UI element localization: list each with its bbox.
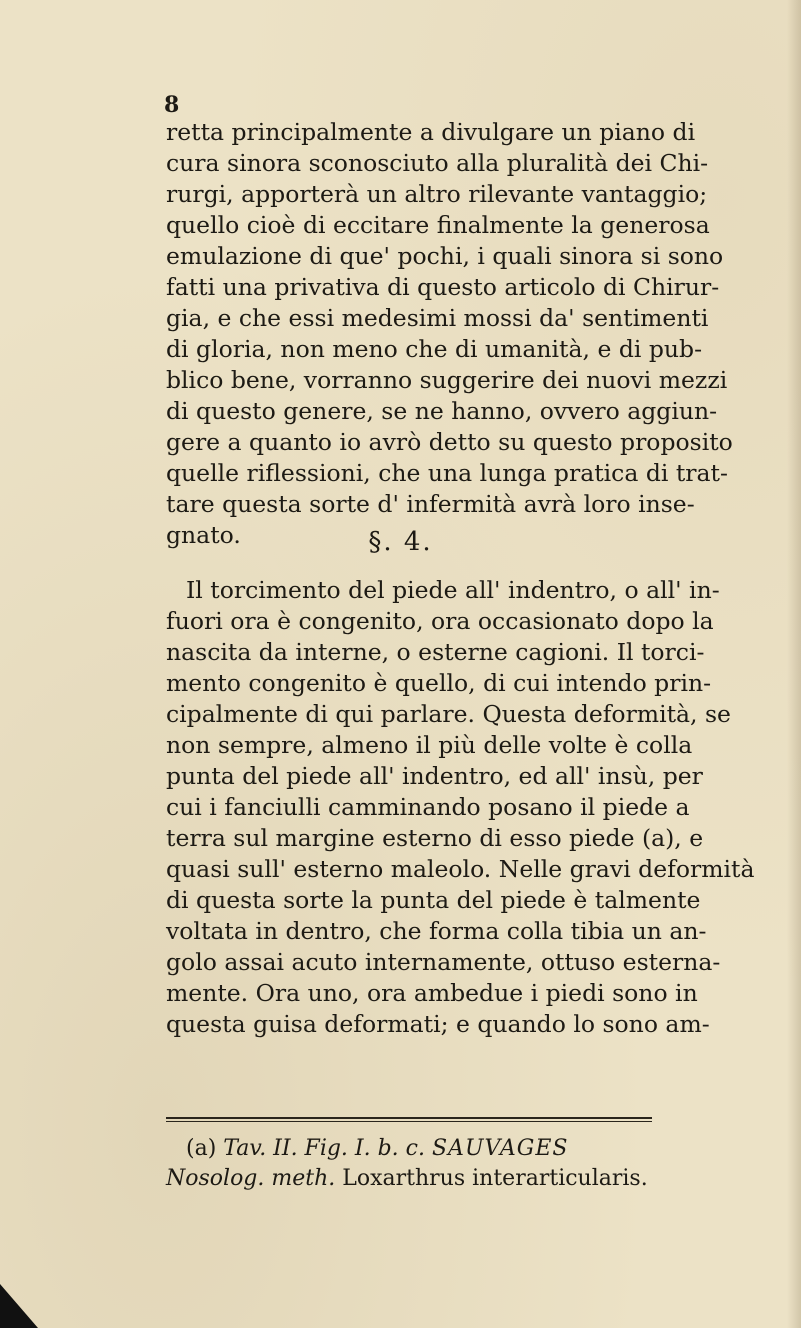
text-line: di questo genere, se ne hanno, ovvero aggiun- bbox=[166, 397, 718, 425]
text-line: cui i fanciulli camminando posano il piede a bbox=[166, 793, 690, 821]
footnote-work-title: Nosolog. meth. bbox=[166, 1166, 336, 1191]
text-line: fatti una privativa di questo articolo di Chirur- bbox=[166, 273, 720, 301]
text-line: terra sul margine esterno di esso piede (a), e bbox=[166, 824, 704, 852]
text-line: punta del piede all' indentro, ed all' insù, per bbox=[166, 762, 703, 790]
page-number: 8 bbox=[164, 92, 180, 118]
footnote-divider bbox=[166, 1117, 652, 1119]
footnote-marker: (a) bbox=[186, 1136, 217, 1161]
text-line: gia, e che essi medesimi mossi da' sentimenti bbox=[166, 304, 709, 332]
text-line: fuori ora è congenito, ora occasionato dopo la bbox=[166, 607, 714, 635]
text-line: non sempre, almeno il più delle volte è colla bbox=[166, 731, 693, 759]
page-edge-shadow bbox=[787, 0, 801, 1328]
text-line: rurgi, apporterà un altro rilevante vantaggio; bbox=[166, 180, 708, 208]
text-line: retta principalmente a divulgare un piano di bbox=[166, 118, 696, 146]
text-line: gnato. bbox=[166, 521, 241, 549]
text-line: nascita da interne, o esterne cagioni. Il torci- bbox=[166, 638, 705, 666]
text-line: emulazione di que' pochi, i quali sinora si sono bbox=[166, 242, 724, 270]
text-line: voltata in dentro, che forma colla tibia un an- bbox=[166, 917, 707, 945]
text-line: mente. Ora uno, ora ambedue i piedi sono in bbox=[166, 979, 698, 1007]
text-line: quasi sull' esterno maleolo. Nelle gravi deformità bbox=[166, 855, 755, 883]
paragraph-section-4 bbox=[166, 575, 755, 1040]
text-line: cipalmente di qui parlare. Questa deformità, se bbox=[166, 700, 731, 728]
text-line: mento congenito è quello, di cui intendo prin- bbox=[166, 669, 712, 697]
text-line: quelle riflessioni, che una lunga pratica di trat- bbox=[166, 459, 728, 487]
corner-mark bbox=[0, 1284, 38, 1328]
text-line: golo assai acuto internamente, ottuso esterna- bbox=[166, 948, 721, 976]
footnote-author: SAUVAGES bbox=[431, 1136, 569, 1161]
footnote-plate-reference: Tav. II. Fig. I. b. c. bbox=[223, 1136, 425, 1161]
paragraph-continuation bbox=[166, 117, 733, 551]
text-line: blico bene, vorranno suggerire dei nuovi mezzi bbox=[166, 366, 728, 394]
footnote bbox=[166, 1134, 652, 1194]
text-line: questa guisa deformati; e quando lo sono am- bbox=[166, 1010, 710, 1038]
footnote-term: Loxarthrus interarticularis. bbox=[342, 1166, 648, 1191]
text-line: quello cioè di eccitare finalmente la generosa bbox=[166, 211, 710, 239]
text-line: cura sinora sconosciuto alla pluralità dei Chi- bbox=[166, 149, 709, 177]
footnote-divider-thin bbox=[166, 1121, 652, 1122]
text-line: di questa sorte la punta del piede è talmente bbox=[166, 886, 701, 914]
text-line: tare questa sorte d' infermità avrà loro inse- bbox=[166, 490, 695, 518]
text-line: Il torcimento del piede all' indentro, o all' in- bbox=[186, 576, 720, 604]
text-line: di gloria, non meno che di umanità, e di pub- bbox=[166, 335, 703, 363]
section-heading: §. 4. bbox=[368, 527, 433, 557]
text-line: gere a quanto io avrò detto su questo proposito bbox=[166, 428, 733, 456]
